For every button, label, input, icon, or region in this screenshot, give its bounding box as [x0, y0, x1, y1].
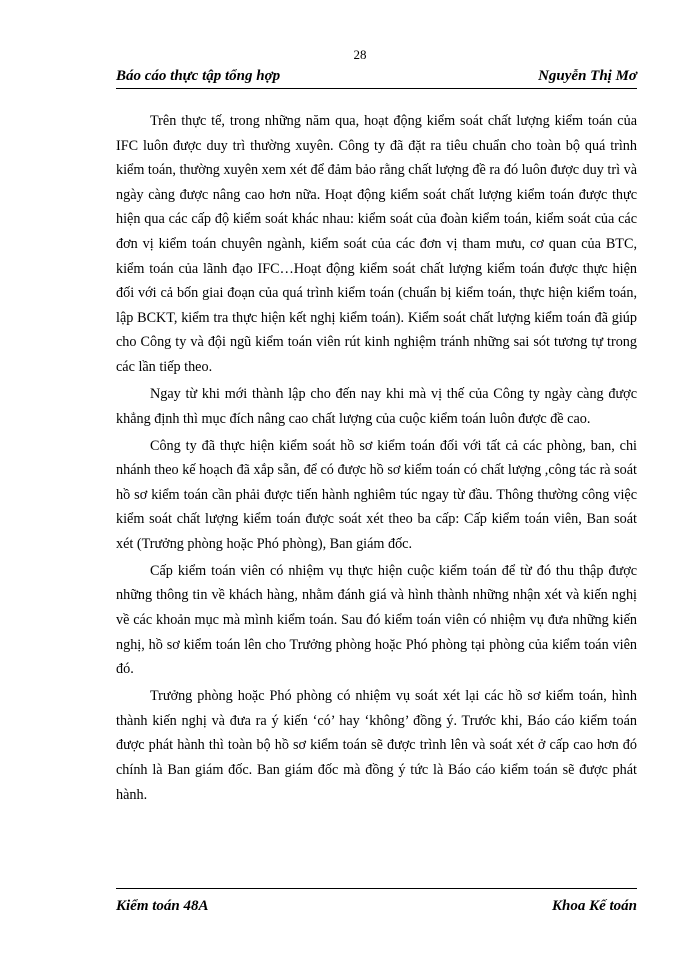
department-name: Khoa Kế toán [551, 898, 637, 914]
paragraph-1: Trên thực tế, trong những năm qua, hoạt động kiểm soát chất lượng kiểm toán của IFC luôn được duy trì thường xuyên. Công ty đã đặt ra tiêu chuẩn cho toàn bộ quá trình kiểm toán, thường xuyên xem xét để đảm bảo rằng chất lượng đề ra đó luôn được duy trì và ngày càng được nâng cao hơn nữa. Hoạt động kiểm soát chất lượng kiểm toán được thực hiện qua các cấp độ kiểm soát khác nhau: kiểm soát của đoàn kiểm toán, kiểm soát của các đơn vị kiểm toán chuyên ngành, kiểm soát của các đơn vị tham mưu, cơ quan của BTC, kiểm toán của lãnh đạo IFC…Hoạt động kiểm soát chất lượng kiểm toán được thực hiện đối với cả bốn giai đoạn của quá trình kiểm toán (chuẩn bị kiểm toán, thực hiện kiểm toán, lập BCKT, kiểm tra thực hiện kết nghị kiểm toán). Kiểm soát chất lượng kiểm toán đã giúp cho Công ty và đội ngũ kiểm toán viên rút kinh nghiệm tránh những sai sót tương tự trong các lần tiếp theo. [116, 113, 637, 375]
footer-divider [116, 888, 637, 889]
page-number: 28 [353, 47, 367, 62]
report-title: Báo cáo thực tập tổng hợp [116, 68, 281, 84]
paragraph-2: Ngay từ khi mới thành lập cho đến nay khi mà vị thế của Công ty ngày càng được khẳng định thì mục đích nâng cao chất lượng của cuộc kiểm toán luôn được đề cao. [116, 385, 637, 427]
paragraph-4: Cấp kiểm toán viên có nhiệm vụ thực hiện cuộc kiểm toán để từ đó thu thập được những thông tin về khách hàng, nhằm đánh giá và hình thành những nhận xét và kiến nghị về các khoản mục mà mình kiểm toán. Sau đó kiểm toán viên có nhiệm vụ đưa những kiến nghị, hồ sơ kiểm toán lên cho Trưởng phòng hoặc Phó phòng tại phòng của kiểm toán viên đó. [116, 562, 637, 678]
page-header [116, 67, 637, 91]
page-footer [116, 888, 637, 922]
author-name: Nguyễn Thị Mơ [538, 68, 637, 84]
document-body [116, 109, 637, 810]
paragraph-3: Công ty đã thực hiện kiểm soát hồ sơ kiểm toán đối với tất cả các phòng, ban, chi nhánh theo kế hoạch đã xắp sẵn, để có được hồ sơ kiểm toán có chất lượng ,công tác rà soát hồ sơ kiểm toán cần phải được tiến hành nghiêm túc ngay từ đầu. Thông thường công việc kiểm soát chất lượng kiểm toán được soát xét theo ba cấp: Cấp kiểm toán viên, Ban soát xét (Trưởng phòng hoặc Phó phòng), Ban giám đốc. [116, 437, 637, 552]
header-divider [116, 88, 637, 89]
class-name: Kiểm toán 48A [116, 898, 209, 914]
paragraph-5: Trưởng phòng hoặc Phó phòng có nhiệm vụ soát xét lại các hồ sơ kiểm toán, hình thành kiến nghị và đưa ra ý kiến ‘có’ hay ‘không’ đồng ý. Trước khi, Báo cáo kiểm toán được phát hành thì toàn bộ hồ sơ kiểm toán sẽ được trình lên và soát xét ở cấp cao hơn đó chính là Ban giám đốc. Ban giám đốc mà đồng ý tức là Báo cáo kiểm toán sẽ được phát hành. [116, 688, 637, 803]
